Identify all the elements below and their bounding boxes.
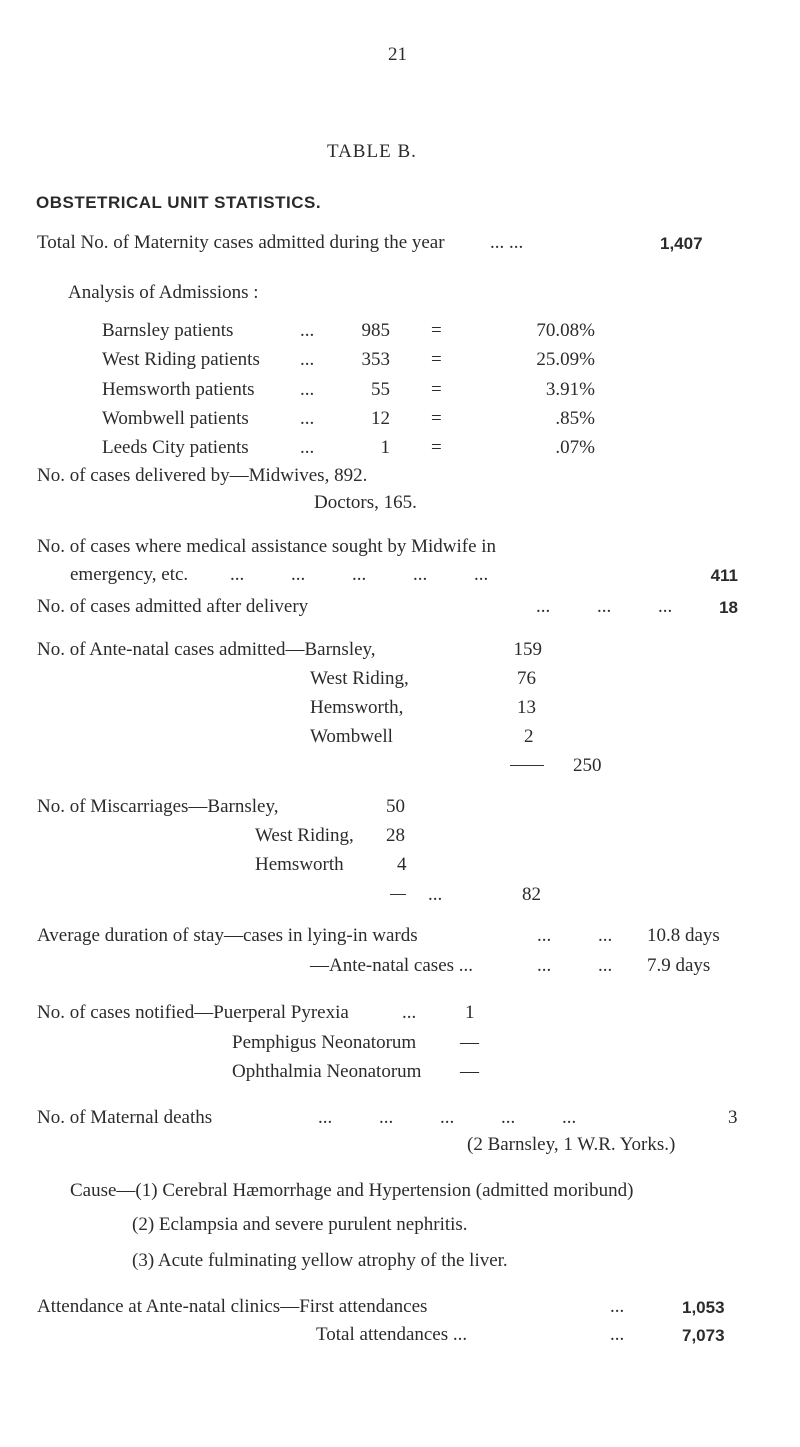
analysis-label: Analysis of Admissions : xyxy=(68,282,259,303)
page-number: 21 xyxy=(388,44,407,65)
total-dots: ... ... xyxy=(490,232,524,253)
miscarriages-sum-rule xyxy=(390,894,406,895)
antenatal-sum-rule xyxy=(510,765,544,766)
maternal-deaths-dots: ... ... ... ... ... xyxy=(318,1107,577,1128)
analysis-count: 1 xyxy=(380,437,390,458)
cause-item: Cause—(1) Cerebral Hæmorrhage and Hypertension (admitted moribund) xyxy=(70,1180,634,1201)
analysis-dots: ... xyxy=(300,408,315,429)
miscarriages-label: No. of Miscarriages—Barnsley, xyxy=(37,796,279,817)
notified-dots: ... xyxy=(402,1002,417,1023)
analysis-dots: ... xyxy=(300,437,315,458)
attendance-total-value: 7,073 xyxy=(682,1326,725,1345)
antenatal-name: Hemsworth, xyxy=(310,697,404,718)
analysis-dots: ... xyxy=(300,349,315,370)
analysis-pct: 25.09% xyxy=(536,349,595,370)
analysis-name: West Riding patients xyxy=(102,349,260,370)
stay-value2: 7.9 days xyxy=(647,955,711,976)
analysis-count: 985 xyxy=(361,320,390,341)
after-delivery-dots: ... ... ... xyxy=(536,596,673,617)
notified-label: No. of cases notified—Puerperal Pyrexia xyxy=(37,1002,349,1023)
assistance-dots: ... ... ... ... ... xyxy=(230,564,489,585)
analysis-eq: = xyxy=(431,349,442,370)
delivered-doctors: Doctors, 165. xyxy=(314,492,417,513)
after-delivery-label: No. of cases admitted after delivery xyxy=(37,596,309,617)
miscarriages-name: West Riding, xyxy=(255,825,354,846)
delivered-midwives: No. of cases delivered by—Midwives, 892. xyxy=(37,465,368,486)
assistance-value: 411 xyxy=(710,566,738,585)
miscarriages-name: Hemsworth xyxy=(255,854,344,875)
attendance-label: Attendance at Ante-natal clinics—First attendances xyxy=(37,1296,428,1317)
stay-dots1: ... ... xyxy=(537,925,613,946)
notified-value: — xyxy=(460,1061,479,1082)
antenatal-label: No. of Ante-natal cases admitted—Barnsley, xyxy=(37,639,376,660)
cause-item: (2) Eclampsia and severe purulent nephritis. xyxy=(132,1214,468,1235)
antenatal-total: 250 xyxy=(573,755,602,776)
analysis-eq: = xyxy=(431,320,442,341)
assistance-line2: emergency, etc. xyxy=(70,564,189,585)
analysis-pct: 70.08% xyxy=(536,320,595,341)
antenatal-name: West Riding, xyxy=(310,668,409,689)
total-value: 1,407 xyxy=(660,234,703,253)
analysis-count: 55 xyxy=(371,379,390,400)
antenatal-name: Wombwell xyxy=(310,726,393,747)
antenatal-value: 13 xyxy=(517,697,536,718)
notified-ophthalmia: Ophthalmia Neonatorum xyxy=(232,1061,422,1082)
miscarriages-value: 4 xyxy=(397,854,407,875)
antenatal-value: 2 xyxy=(524,726,534,747)
stay-line1: Average duration of stay—cases in lying-in wards xyxy=(37,925,418,946)
miscarriages-dots: ... xyxy=(428,884,443,905)
maternal-deaths-label: No. of Maternal deaths xyxy=(37,1107,213,1128)
maternal-deaths-note: (2 Barnsley, 1 W.R. Yorks.) xyxy=(467,1134,676,1155)
miscarriages-total: 82 xyxy=(522,884,541,905)
stay-line2: —Ante-natal cases ... xyxy=(310,955,474,976)
after-delivery-value: 18 xyxy=(719,598,738,617)
analysis-eq: = xyxy=(431,437,442,458)
analysis-name: Hemsworth patients xyxy=(102,379,255,400)
analysis-name: Barnsley patients xyxy=(102,320,234,341)
stay-value1: 10.8 days xyxy=(647,925,720,946)
analysis-eq: = xyxy=(431,379,442,400)
analysis-name: Wombwell patients xyxy=(102,408,249,429)
analysis-dots: ... xyxy=(300,320,315,341)
analysis-dots: ... xyxy=(300,379,315,400)
analysis-pct: .07% xyxy=(555,437,595,458)
section-heading: OBSTETRICAL UNIT STATISTICS. xyxy=(36,193,322,212)
attendance-dots2: ... xyxy=(610,1324,625,1345)
attendance-first-value: 1,053 xyxy=(682,1298,725,1317)
notified-value: 1 xyxy=(465,1002,475,1023)
antenatal-value: 159 xyxy=(513,639,542,660)
total-label: Total No. of Maternity cases admitted during the year xyxy=(37,232,445,253)
maternal-deaths-value: 3 xyxy=(728,1107,738,1128)
antenatal-value: 76 xyxy=(517,668,536,689)
notified-value: — xyxy=(460,1032,479,1053)
miscarriages-value: 50 xyxy=(386,796,405,817)
attendance-total-label: Total attendances ... xyxy=(316,1324,468,1345)
table-title: TABLE B. xyxy=(327,141,417,162)
analysis-pct: 3.91% xyxy=(545,379,595,400)
assistance-line1: No. of cases where medical assistance sought by Midwife in xyxy=(37,536,497,557)
attendance-dots1: ... xyxy=(610,1296,625,1317)
cause-item: (3) Acute fulminating yellow atrophy of the liver. xyxy=(132,1250,508,1271)
analysis-name: Leeds City patients xyxy=(102,437,249,458)
miscarriages-value: 28 xyxy=(386,825,405,846)
analysis-count: 353 xyxy=(361,349,390,370)
analysis-eq: = xyxy=(431,408,442,429)
notified-pemphigus: Pemphigus Neonatorum xyxy=(232,1032,417,1053)
analysis-count: 12 xyxy=(371,408,390,429)
analysis-pct: .85% xyxy=(555,408,595,429)
stay-dots2: ... ... xyxy=(537,955,613,976)
